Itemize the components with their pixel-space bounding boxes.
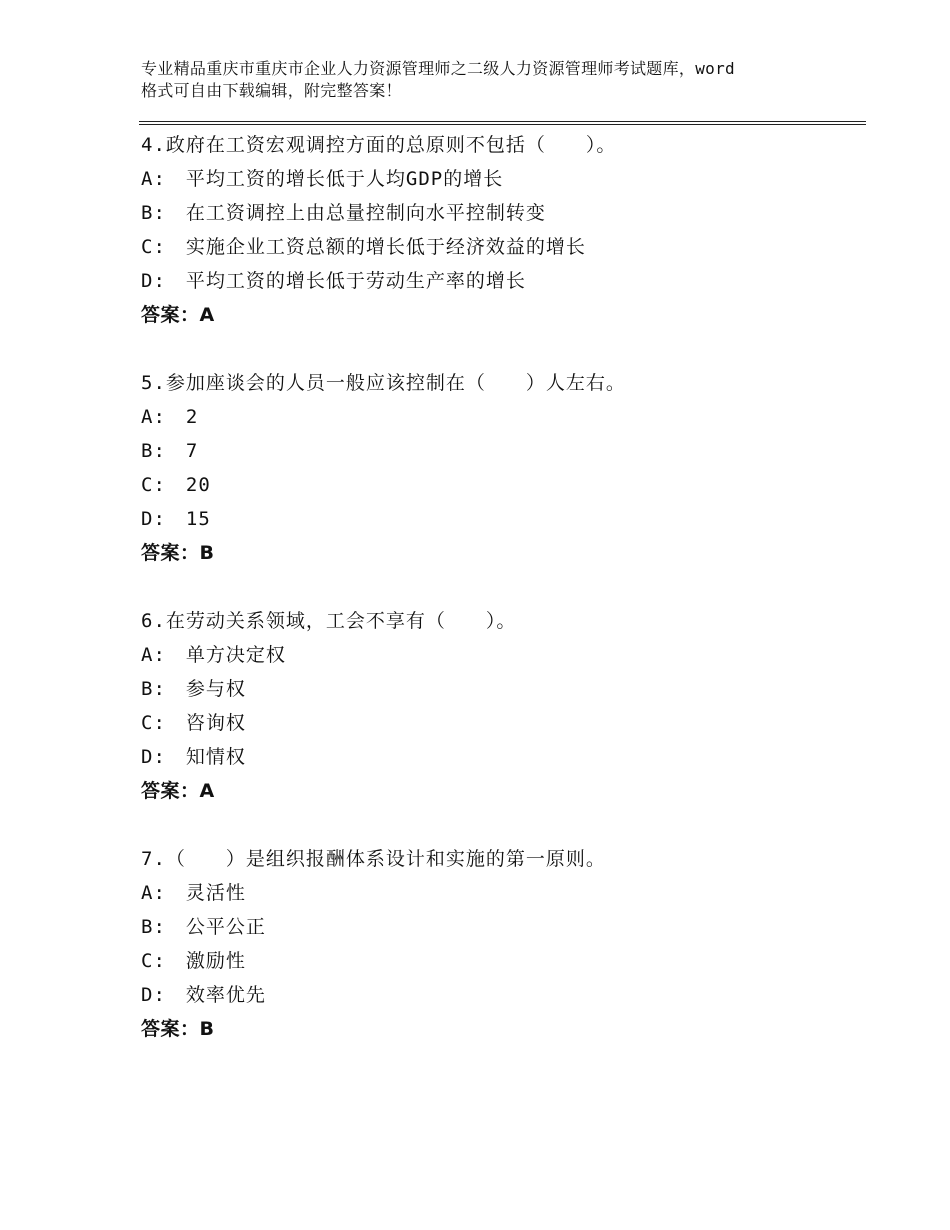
option-c: C: 20	[141, 474, 211, 496]
answer-label: 答案：A	[141, 304, 215, 326]
question-6	[141, 604, 861, 842]
option-a: A: 单方决定权	[141, 644, 286, 666]
option-a: A: 平均工资的增长低于人均GDP的增长	[141, 168, 504, 190]
option-c: C: 激励性	[141, 950, 246, 972]
option-d: D: 效率优先	[141, 984, 266, 1006]
option-d: D: 知情权	[141, 746, 246, 768]
document-header	[141, 58, 841, 102]
question-7	[141, 842, 861, 1080]
option-b: B: 公平公正	[141, 916, 266, 938]
option-b: B: 参与权	[141, 678, 246, 700]
header-divider	[139, 121, 866, 125]
answer-label: 答案：B	[141, 542, 215, 564]
answer-label: 答案：A	[141, 780, 215, 802]
question-list	[141, 128, 861, 1080]
option-c: C: 实施企业工资总额的增长低于经济效益的增长	[141, 236, 586, 258]
option-c: C: 咨询权	[141, 712, 246, 734]
question-stem: 5.参加座谈会的人员一般应该控制在（ ）人左右。	[141, 372, 626, 394]
answer-label: 答案：B	[141, 1018, 215, 1040]
question-4	[141, 128, 861, 366]
header-line-2: 格式可自由下载编辑，附完整答案！	[141, 81, 402, 100]
question-stem: 4.政府在工资宏观调控方面的总原则不包括（ ）。	[141, 134, 617, 156]
option-d: D: 15	[141, 508, 211, 530]
option-d: D: 平均工资的增长低于劳动生产率的增长	[141, 270, 526, 292]
header-line-1: 专业精品重庆市重庆市企业人力资源管理师之二级人力资源管理师考试题库，word	[141, 59, 735, 78]
question-5	[141, 366, 861, 604]
question-stem: 6.在劳动关系领域，工会不享有（ ）。	[141, 610, 517, 632]
option-a: A: 2	[141, 406, 199, 428]
option-a: A: 灵活性	[141, 882, 246, 904]
option-b: B: 7	[141, 440, 199, 462]
question-stem: 7.（ ）是组织报酬体系设计和实施的第一原则。	[141, 848, 606, 870]
option-b: B: 在工资调控上由总量控制向水平控制转变	[141, 202, 546, 224]
